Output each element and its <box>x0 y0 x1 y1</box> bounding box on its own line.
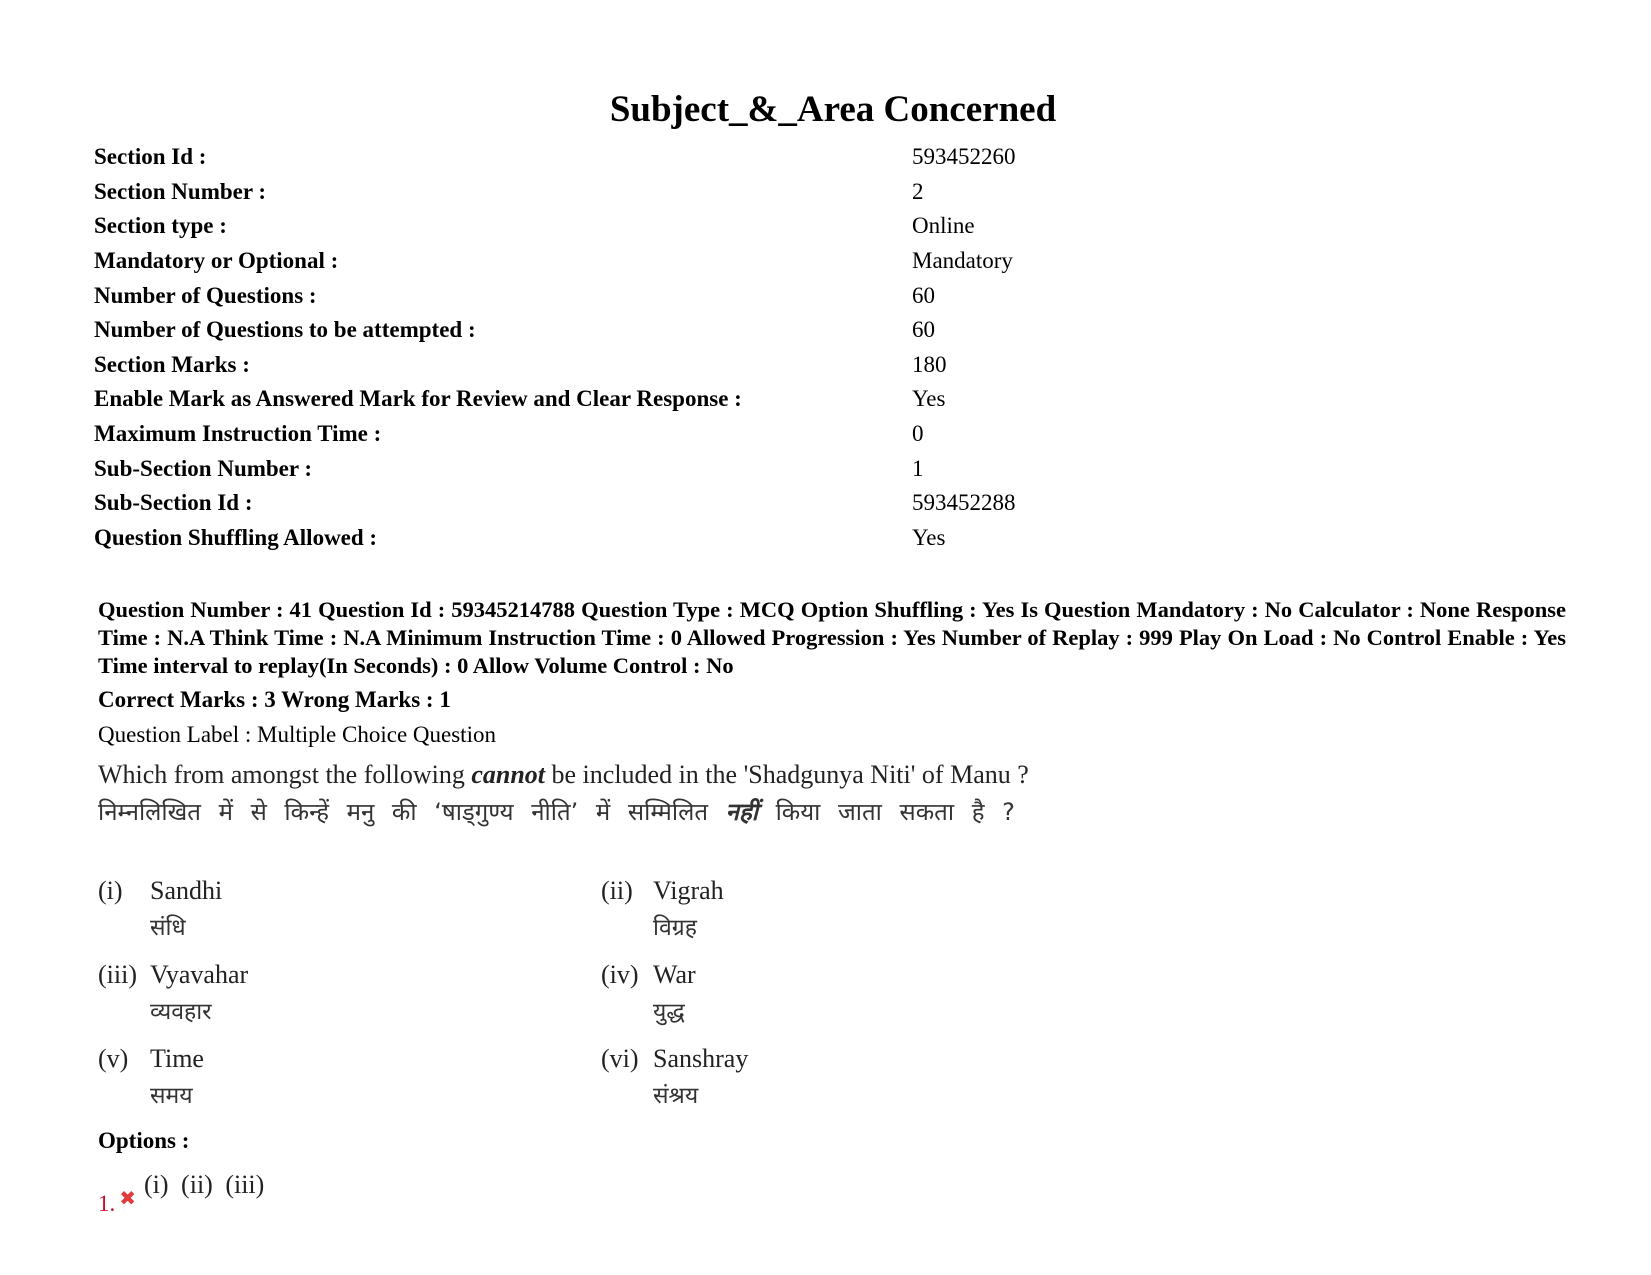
item-hindi: संधि <box>150 915 186 941</box>
meta-label: Section Id : <box>94 144 207 170</box>
meta-value: Yes <box>912 524 946 550</box>
meta-value: 593452260 <box>912 144 1016 170</box>
meta-value: Mandatory <box>912 248 1013 274</box>
meta-label: Sub-Section Number : <box>94 455 313 481</box>
meta-value: 1 <box>912 455 924 481</box>
question-text-hindi <box>98 795 1108 830</box>
item-number: (ii) <box>601 876 633 905</box>
section-meta-table <box>94 140 1194 555</box>
item-number: (iv) <box>601 960 639 989</box>
meta-value: 180 <box>912 351 947 377</box>
meta-label: Mandatory or Optional : <box>94 248 339 274</box>
item-hindi: युद्ध <box>653 999 685 1025</box>
question-text-part: Which from amongst the following <box>98 760 472 789</box>
item-english: Sandhi <box>150 876 223 905</box>
meta-row-enable-mark <box>94 382 1194 417</box>
meta-row-section-type <box>94 209 1194 244</box>
meta-label: Section Marks : <box>94 351 250 377</box>
meta-row-max-instruction-time <box>94 417 1194 452</box>
question-label: Question Label : Multiple Choice Question <box>98 722 496 747</box>
item-english: Time <box>150 1044 204 1073</box>
item-number: (vi) <box>601 1044 639 1073</box>
option-text: (i) (ii) (iii) <box>144 1170 265 1199</box>
meta-row-section-marks <box>94 348 1194 383</box>
question-text-english <box>98 760 1029 790</box>
meta-value: 60 <box>912 317 935 343</box>
meta-label: Number of Questions to be attempted : <box>94 317 476 343</box>
meta-row-question-shuffling <box>94 521 1194 556</box>
question-item <box>98 960 248 1026</box>
question-item <box>601 876 724 942</box>
question-item <box>98 1044 204 1110</box>
meta-label: Number of Questions : <box>94 282 317 308</box>
item-hindi: व्यवहार <box>150 999 212 1025</box>
meta-row-section-id <box>94 140 1194 175</box>
meta-value: Online <box>912 213 975 239</box>
page-title: Subject_&_Area Concerned <box>609 89 1057 130</box>
meta-label: Question Shuffling Allowed : <box>94 524 378 550</box>
meta-value: 2 <box>912 178 924 204</box>
item-hindi: समय <box>150 1083 193 1109</box>
option-1[interactable] <box>98 1170 265 1216</box>
meta-label: Section Number : <box>94 178 267 204</box>
item-english: Vyavahar <box>150 960 249 989</box>
meta-label: Sub-Section Id : <box>94 490 253 516</box>
question-item <box>601 1044 748 1110</box>
meta-label: Enable Mark as Answered Mark for Review and Clear Response : <box>94 386 742 412</box>
meta-row-questions-to-attempt <box>94 313 1194 348</box>
question-text-part: किया जाता सकता है ? <box>757 798 1015 826</box>
meta-row-mandatory <box>94 244 1194 279</box>
options-label: Options : <box>98 1128 190 1153</box>
wrong-cross-icon: ✖ <box>119 1188 137 1210</box>
item-number: (i) <box>98 876 123 905</box>
question-item <box>601 960 696 1026</box>
question-text-emphasis: cannot <box>471 760 546 789</box>
question-text-emphasis: नहीं <box>725 798 758 826</box>
item-number: (v) <box>98 1044 129 1073</box>
question-info: Question Number : 41 Question Id : 59345214788 Question Type : MCQ Option Shuffling : Yes Is Question Mandatory : No Calculator : None Response Time : N.A Think Time : N.A Minimum Instruction Time : 0 Allowed Progression : Yes Number of Replay : 999 Play On Load : No Control Enable : Yes Time interval to replay(In Seconds) : 0 Allow Volume Control : No <box>98 597 1566 678</box>
item-hindi: संश्रय <box>653 1083 699 1109</box>
question-item <box>98 876 222 942</box>
question-text-part: निम्नलिखित में से किन्हें मनु की ‘षाड्गुण्य नीति’ में सम्मिलित <box>98 798 726 826</box>
meta-value: 0 <box>912 421 924 447</box>
meta-row-sub-section-id <box>94 486 1194 521</box>
meta-value: 60 <box>912 282 935 308</box>
item-english: Sanshray <box>653 1044 749 1073</box>
meta-label: Section type : <box>94 213 227 239</box>
item-english: War <box>653 960 696 989</box>
meta-row-section-number <box>94 175 1194 210</box>
meta-value: Yes <box>912 386 946 412</box>
meta-label: Maximum Instruction Time : <box>94 421 382 447</box>
meta-row-number-of-questions <box>94 278 1194 313</box>
meta-row-sub-section-number <box>94 451 1194 486</box>
question-marks: Correct Marks : 3 Wrong Marks : 1 <box>98 687 451 712</box>
item-english: Vigrah <box>653 876 724 905</box>
meta-value: 593452288 <box>912 490 1016 516</box>
item-hindi: विग्रह <box>653 915 697 941</box>
option-number: 1. <box>98 1191 116 1216</box>
question-text-part: be included in the 'Shadgunya Niti' of Manu ? <box>545 760 1029 789</box>
item-number: (iii) <box>98 960 137 989</box>
